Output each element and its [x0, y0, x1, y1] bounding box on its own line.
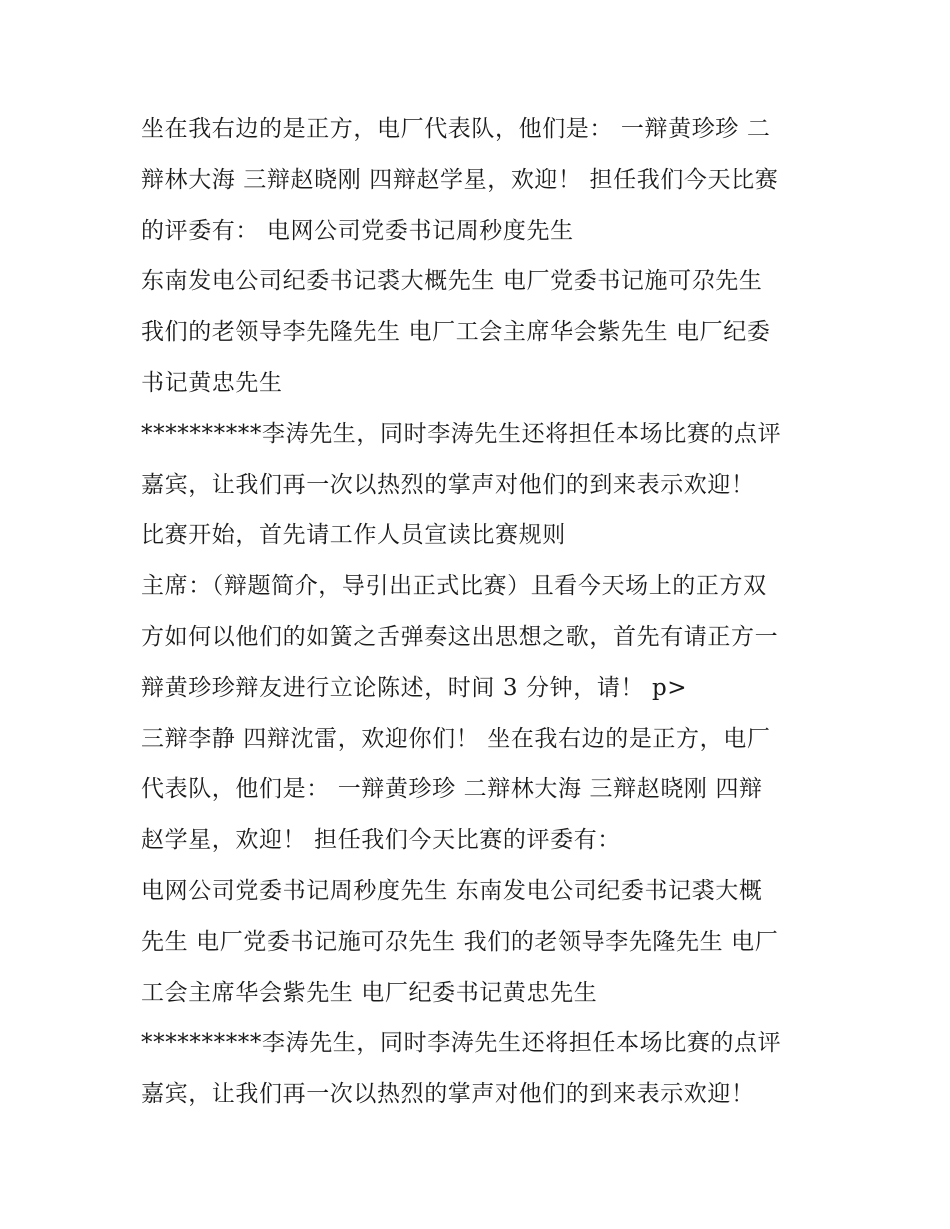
- text-line-2: 辩林大海 三辩赵晓刚 四辩赵学星，欢迎！ 担任我们今天比赛: [141, 166, 779, 193]
- text-line-20: 嘉宾，让我们再一次以热烈的掌声对他们的到来表示欢迎！: [141, 1081, 755, 1108]
- text-line-18: 工会主席华会紫先生 电厂纪委书记黄忠先生: [141, 979, 598, 1006]
- text-line-12: 辩黄珍珍辩友进行立论陈述，时间 3 分钟，请！ p>: [141, 674, 688, 701]
- text-line-10: 主席：（辩题简介，导引出正式比赛）且看今天场上的正方双: [141, 573, 767, 600]
- text-line-8: 嘉宾，让我们再一次以热烈的掌声对他们的到来表示欢迎！: [141, 471, 755, 498]
- text-line-17: 先生 电厂党委书记施可尕先生 我们的老领导李先隆先生 电厂: [141, 928, 779, 955]
- text-line-19: **********李涛先生，同时李涛先生还将担任本场比赛的点评: [141, 1030, 782, 1057]
- document-body: [141, 104, 821, 1120]
- text-line-9: 比赛开始，首先请工作人员宣读比赛规则: [141, 522, 566, 549]
- text-line-6: 书记黄忠先生: [141, 369, 283, 396]
- text-line-7: **********李涛先生，同时李涛先生还将担任本场比赛的点评: [141, 420, 782, 447]
- text-line-1: 坐在我右边的是正方，电厂代表队，他们是： 一辩黄珍珍 二: [141, 116, 771, 142]
- text-line-3: 的评委有： 电网公司党委书记周秒度先生: [141, 217, 574, 244]
- text-line-15: 赵学星，欢迎！ 担任我们今天比赛的评委有：: [141, 827, 621, 854]
- text-line-11: 方如何以他们的如簧之舌弹奏这出思想之歌，首先有请正方一: [141, 623, 779, 650]
- text-line-5: 我们的老领导李先隆先生 电厂工会主席华会紫先生 电厂纪委: [141, 319, 771, 346]
- text-line-14: 代表队，他们是： 一辩黄珍珍 二辩林大海 三辩赵晓刚 四辩: [141, 776, 763, 803]
- text-line-13: 三辩李静 四辩沈雷，欢迎你们！ 坐在我右边的是正方，电厂: [141, 725, 771, 752]
- text-line-16: 电网公司党委书记周秒度先生 东南发电公司纪委书记裘大概: [141, 877, 763, 904]
- text-line-4: 东南发电公司纪委书记裘大概先生 电厂党委书记施可尕先生: [141, 268, 763, 295]
